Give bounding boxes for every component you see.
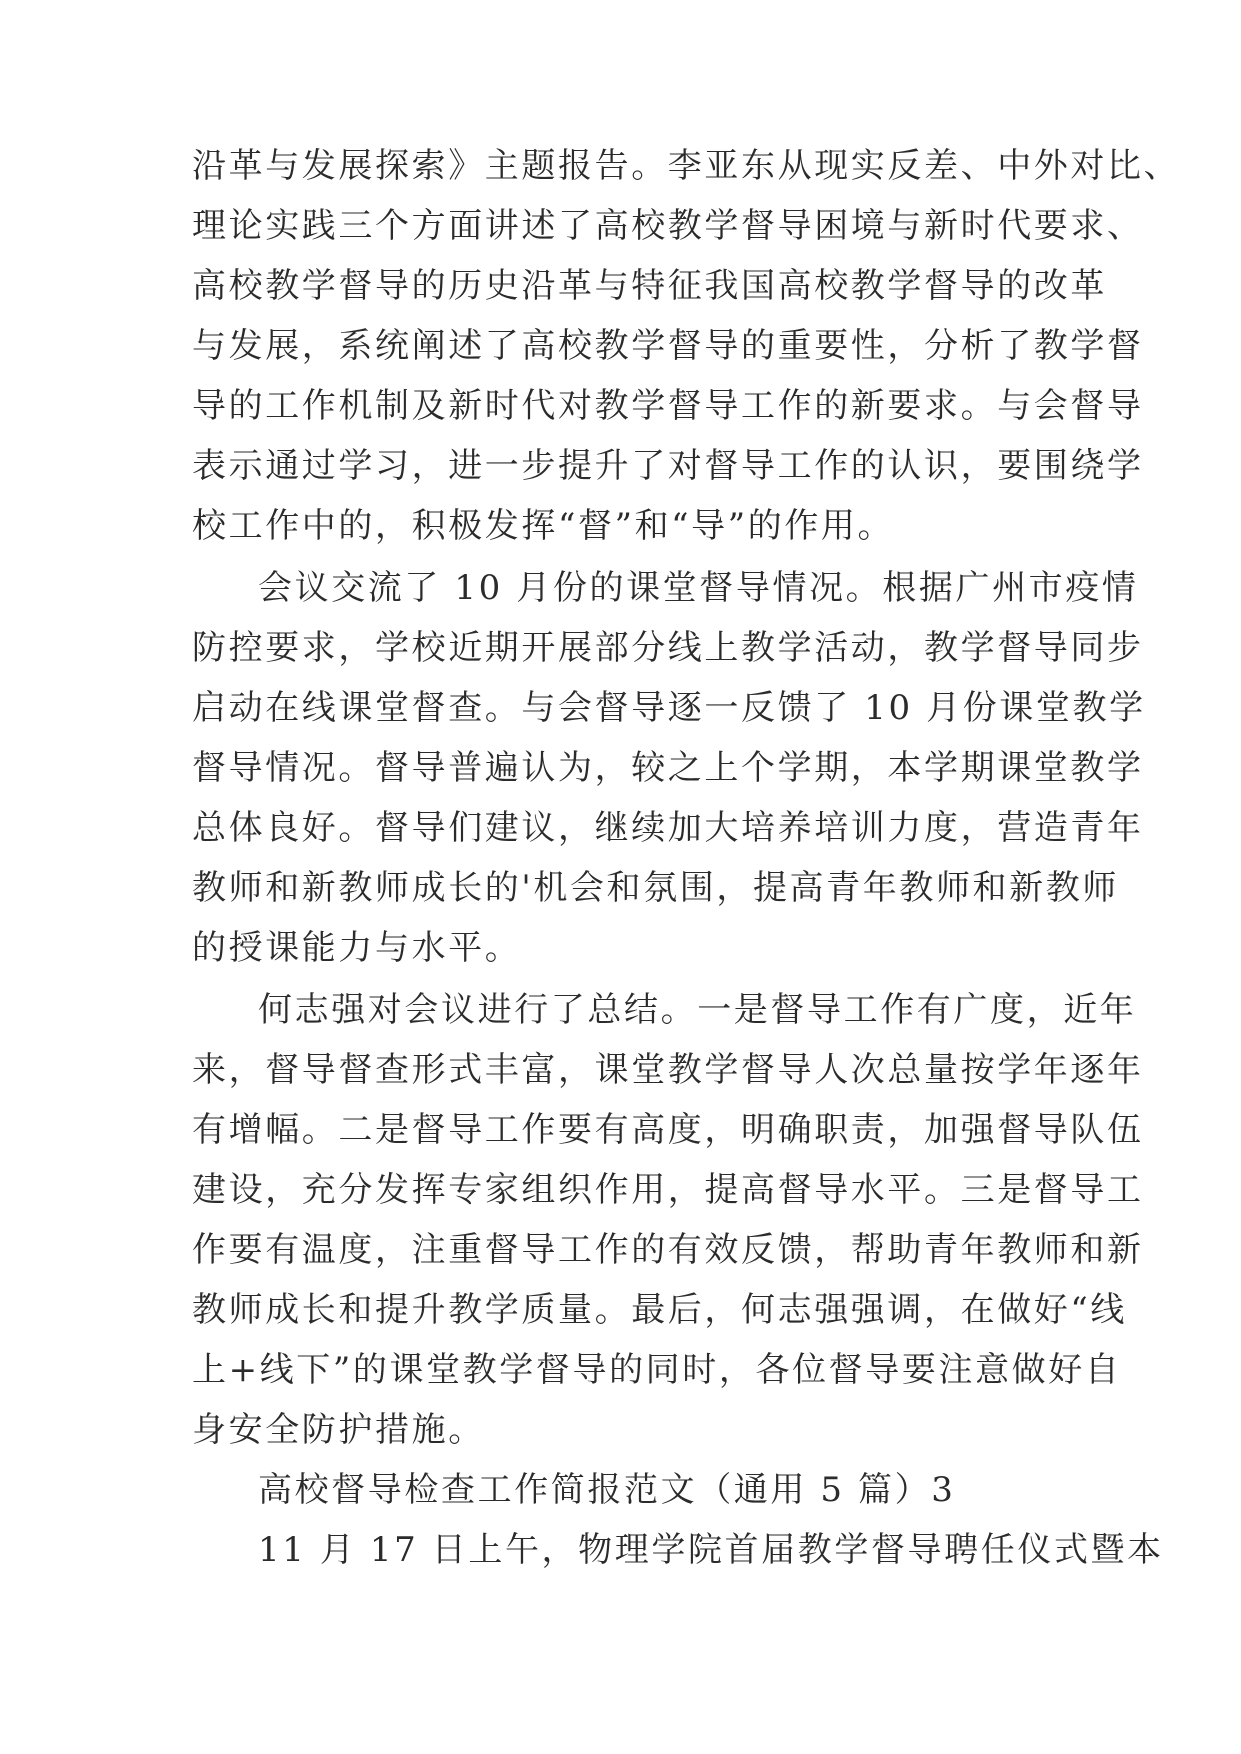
text-line: 上+线下”的课堂教学督导的同时，各位督导要注意做好自 [192,1350,1122,1390]
text-line: 总体良好。督导们建议，继续加大培养培训力度，营造青年 [192,808,1144,848]
text-line: 表示通过学习，进一步提升了对督导工作的认识，要围绕学 [192,446,1144,486]
text-line: 沿革与发展探索》主题报告。李亚东从现实反差、中外对比、 [192,146,1181,186]
paragraph-start-line: 会议交流了 10 月份的课堂督导情况。根据广州市疫情 [258,568,1139,608]
text-line: 导的工作机制及新时代对教学督导工作的新要求。与会督导 [192,386,1144,426]
text-line: 建设，充分发挥专家组织作用，提高督导水平。三是督导工 [192,1170,1144,1210]
paragraph-start-line: 11 月 17 日上午，物理学院首届教学督导聘任仪式暨本 [258,1530,1164,1570]
text-line: 作要有温度，注重督导工作的有效反馈，帮助青年教师和新 [192,1230,1144,1270]
text-line: 与发展，系统阐述了高校教学督导的重要性，分析了教学督 [192,326,1144,366]
text-line: 的授课能力与水平。 [192,928,522,968]
text-line: 高校教学督导的历史沿革与特征我国高校教学督导的改革 [192,266,1107,306]
text-line: 防控要求，学校近期开展部分线上教学活动，教学督导同步 [192,628,1144,668]
text-line: 教师成长和提升教学质量。最后，何志强强调，在做好“线 [192,1290,1127,1330]
text-line: 启动在线课堂督查。与会督导逐一反馈了 10 月份课堂教学 [192,688,1146,728]
text-line: 理论实践三个方面讲述了高校教学督导困境与新时代要求、 [192,206,1144,246]
paragraph-start-line: 何志强对会议进行了总结。一是督导工作有广度，近年 [258,990,1137,1030]
text-line: 身安全防护措施。 [192,1410,485,1450]
text-line: 校工作中的，积极发挥“督”和“导”的作用。 [192,506,895,546]
section-heading: 高校督导检查工作简报范文（通用 5 篇）3 [258,1470,956,1510]
text-line: 教师和新教师成长的'机会和氛围，提高青年教师和新教师 [192,868,1119,908]
text-line: 来，督导督查形式丰富，课堂教学督导人次总量按学年逐年 [192,1050,1144,1090]
text-line: 督导情况。督导普遍认为，较之上个学期，本学期课堂教学 [192,748,1144,788]
text-line: 有增幅。二是督导工作要有高度，明确职责，加强督导队伍 [192,1110,1144,1150]
